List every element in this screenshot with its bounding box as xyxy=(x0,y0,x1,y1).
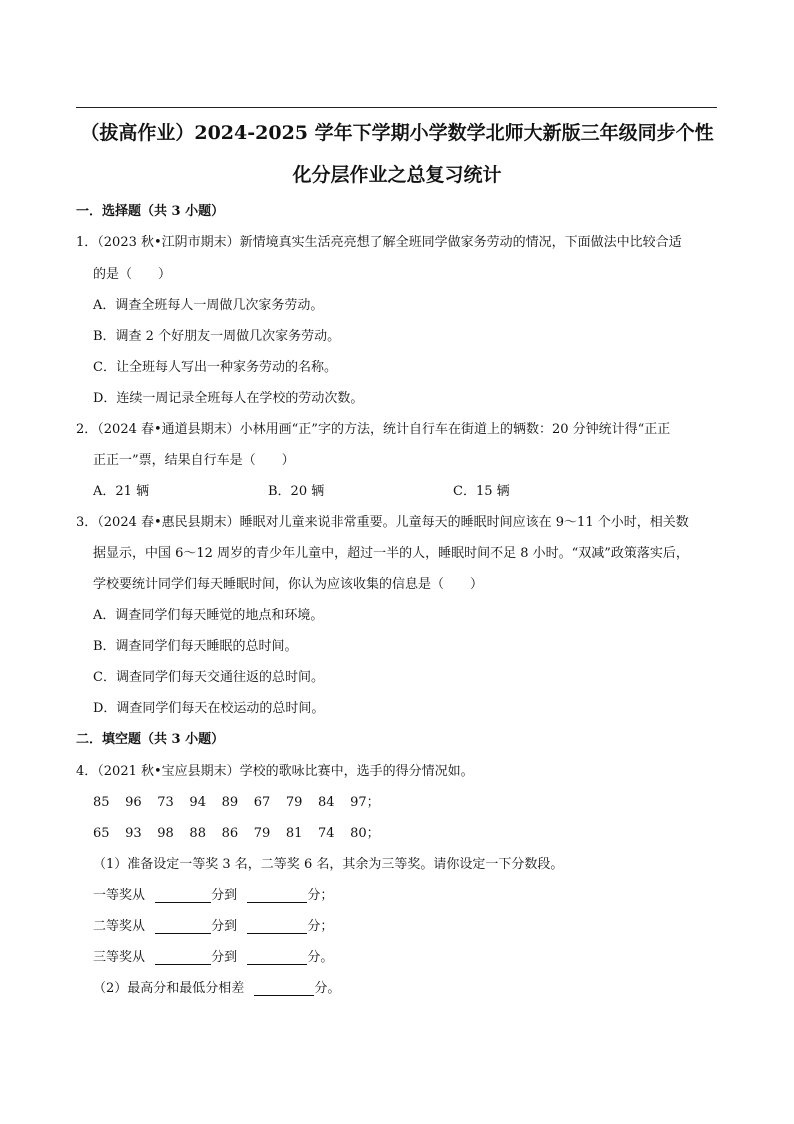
score: 86 xyxy=(221,826,239,841)
first-prize-from-blank[interactable] xyxy=(155,889,211,903)
score: 89 xyxy=(221,795,239,810)
q4-part2 xyxy=(93,977,340,996)
q1-option-c: C．让全班每人写出一种家务劳动的名称。 xyxy=(93,360,337,375)
q4-part1: （1）准备设定一等奖 3 名，二等奖 6 名，其余为三等奖。请你设定一下分数段。 xyxy=(93,857,564,872)
q1-option-d: D．连续一周记录全班每人在学校的劳动次数。 xyxy=(93,391,364,406)
first-prize-end: 分； xyxy=(307,888,334,903)
part2-end: 分。 xyxy=(314,981,341,996)
section-fill-heading: 二．填空题（共 3 小题） xyxy=(76,732,225,747)
third-prize-mid: 分到 xyxy=(211,950,238,965)
score: 79 xyxy=(285,795,303,810)
first-prize-mid: 分到 xyxy=(211,888,238,903)
second-prize-end: 分； xyxy=(307,919,334,934)
q4-third-prize xyxy=(93,946,333,965)
q4-scores-row1 xyxy=(93,791,382,810)
q4-first-prize xyxy=(93,884,333,903)
q3-option-d: D．调查同学们每天在校运动的总时间。 xyxy=(93,701,325,716)
q3-option-a: A．调查同学们每天睡觉的地点和环境。 xyxy=(93,608,324,623)
q1-option-b: B．调查 2 个好朋友一周做几次家务劳动。 xyxy=(93,329,341,344)
range-difference-blank[interactable] xyxy=(254,982,314,996)
q3-option-c: C．调查同学们每天交通往返的总时间。 xyxy=(93,670,324,685)
third-prize-end: 分。 xyxy=(307,950,334,965)
score: 85 xyxy=(93,795,110,810)
score: 80； xyxy=(350,826,380,841)
q1-stem-line1: 1．（2023 秋•江阴市期末）新情境真实生活亮亮想了解全班同学做家务劳动的情况，下面做法中比较合适 xyxy=(76,235,682,250)
score: 97； xyxy=(350,795,380,810)
score: 84 xyxy=(317,795,335,810)
q3-stem-line3: 学校要统计同学们每天睡眠时间，你认为应该收集的信息是（ ） xyxy=(93,577,484,592)
score: 74 xyxy=(317,826,335,841)
second-prize-from-blank[interactable] xyxy=(155,920,211,934)
document-title-line2: 化分层作业之总复习统计 xyxy=(292,164,502,186)
third-prize-to-blank[interactable] xyxy=(247,951,307,965)
score: 98 xyxy=(157,826,174,841)
score: 79 xyxy=(253,826,271,841)
score: 93 xyxy=(125,826,142,841)
section-choice-heading: 一．选择题（共 3 小题） xyxy=(76,204,225,219)
score: 65 xyxy=(93,826,110,841)
third-prize-from-blank[interactable] xyxy=(155,951,211,965)
score: 96 xyxy=(125,795,142,810)
q4-scores-row2 xyxy=(93,822,382,841)
q2-stem-line2: 正正一”票，结果自行车是（ ） xyxy=(93,453,295,468)
q1-option-a: A．调查全班每人一周做几次家务劳动。 xyxy=(93,298,324,313)
second-prize-label: 二等奖从 xyxy=(93,919,146,934)
document-title-line1: （拔高作业）2024-2025 学年下学期小学数学北师大新版三年级同步个性 xyxy=(80,122,714,144)
q3-stem-line2: 据显示，中国 6～12 周岁的青少年儿童中，超过一半的人，睡眠时间不足 8 小时。“双减”政策落实后， xyxy=(93,546,689,561)
q4-second-prize xyxy=(93,915,333,934)
q2-option-a: A．21 辆 xyxy=(93,484,150,499)
q4-stem: 4．（2021 秋•宝应县期末）学校的歌咏比赛中，选手的得分情况如。 xyxy=(76,764,474,779)
second-prize-mid: 分到 xyxy=(211,919,238,934)
first-prize-label: 一等奖从 xyxy=(93,888,146,903)
second-prize-to-blank[interactable] xyxy=(247,920,307,934)
third-prize-label: 三等奖从 xyxy=(93,950,146,965)
first-prize-to-blank[interactable] xyxy=(247,889,307,903)
q3-option-b: B．调查同学们每天睡眠的总时间。 xyxy=(93,639,298,654)
score: 67 xyxy=(253,795,271,810)
score: 73 xyxy=(157,795,174,810)
header-rule xyxy=(76,107,717,108)
score: 88 xyxy=(189,826,206,841)
score: 94 xyxy=(189,795,206,810)
q2-stem-line1: 2．（2024 春•通道县期末）小林用画“正”字的方法，统计自行车在街道上的辆数：20 分钟统计得“正正 xyxy=(76,422,671,437)
q2-option-c: C．15 辆 xyxy=(453,484,510,499)
part2-label: （2）最高分和最低分相差 xyxy=(93,981,245,996)
score: 81 xyxy=(285,826,303,841)
q2-option-b: B．20 辆 xyxy=(268,484,325,499)
q1-stem-line2: 的是（ ） xyxy=(93,267,172,282)
q3-stem-line1: 3．（2024 春•惠民县期末）睡眠对儿童来说非常重要。儿童每天的睡眠时间应该在 9～11 个小时，相关数 xyxy=(76,515,689,530)
